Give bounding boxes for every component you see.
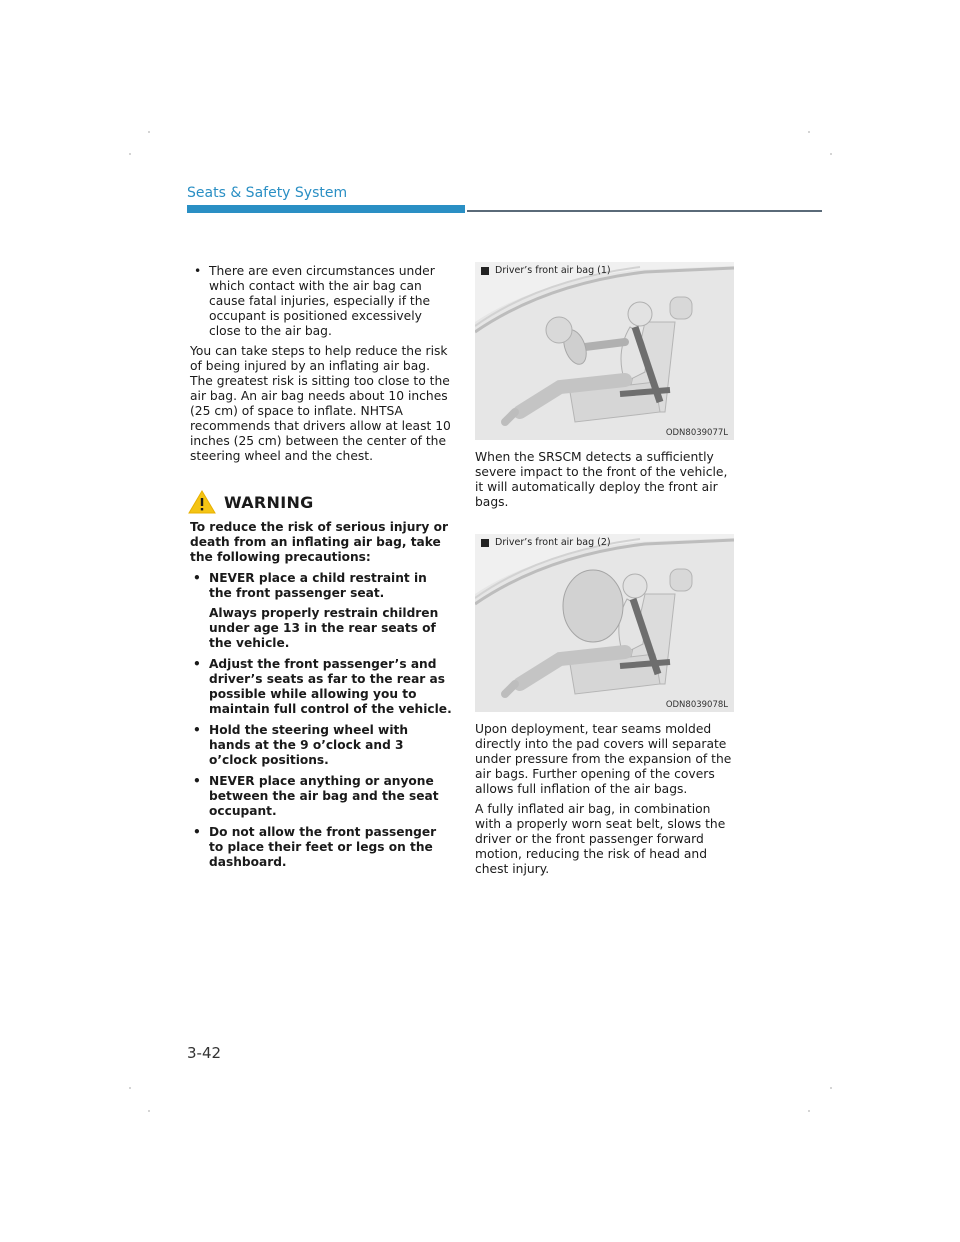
warning-intro: To reduce the risk of serious injury or death from an inflating air bag, take the following precautions: [190,520,448,564]
figure-caption [481,265,611,276]
intro-bullet [190,264,452,339]
warning-item [190,774,452,819]
figure-caption-text: Driver’s front air bag (1) [495,265,611,276]
page-number: 3-42 [187,1044,222,1062]
crop-mark [808,1110,810,1112]
square-bullet-icon [481,267,489,275]
warning-item-text: NEVER place anything or anyone between the air bag and the seat occupant. [209,774,439,818]
figure-code: ODN8039078L [665,700,728,710]
bullet-dot: • [193,571,201,585]
crop-mark [830,153,832,155]
bullet-dot: • [193,774,201,788]
body-paragraph: A fully inflated air bag, in combination with a properly worn seat belt, slows the driver or the front passenger forward motion, reducing the risk of head and chest injury. [475,802,726,876]
figure-code: ODN8039077L [665,428,728,438]
header-rule-accent [187,205,465,213]
warning-item-text: Adjust the front passenger’s and driver’s seats as far to the rear as possible while allowing you to maintain full control of the vehicle. [209,657,452,716]
right-column [475,262,737,877]
warning-item [190,657,452,717]
body-paragraph: You can take steps to help reduce the risk of being injured by an inflating air bag. The greatest risk is sitting too close to the air bag. An air bag needs about 10 inches (25 cm) of space to inflate. NHTSA recommends that drivers allow at least 10 inches (25 cm) between the center of the steering wheel and the chest. [190,344,451,463]
bullet-dot: • [194,264,202,278]
warning-item [190,571,452,651]
bullet-dot: • [193,825,201,839]
crop-mark [808,131,810,133]
warning-item-text: NEVER place a child restraint in the front passenger seat. [209,571,427,600]
warning-list [190,571,452,870]
warning-item-text: Hold the steering wheel with hands at the 9 o’clock and 3 o’clock positions. [209,723,408,767]
crop-mark [148,1110,150,1112]
body-paragraph: When the SRSCM detects a sufficiently severe impact to the front of the vehicle, it will automatically deploy the front air bags. [475,450,728,509]
body-paragraph: Upon deployment, tear seams molded directly into the pad covers will separate under pressure from the expansion of the air bags. Further opening of the covers allows full inflation of the air bags. [475,722,732,796]
header-rule [467,210,822,212]
warning-item-text: Do not allow the front passenger to place their feet or legs on the dashboard. [209,825,437,869]
airbag-illustration-2 [475,534,734,712]
crop-mark [129,153,131,155]
warning-item [190,825,452,870]
warning-item [190,723,452,768]
bullet-dot: • [193,657,201,671]
square-bullet-icon [481,539,489,547]
figure-airbag-1 [475,262,734,440]
left-column [190,264,452,876]
figure-caption [481,537,611,548]
warning-header [190,490,452,514]
intro-bullet-text: There are even circumstances under which contact with the air bag can cause fatal injuries, especially if the occupant is positioned excessively close to the air bag. [209,264,435,338]
crop-mark [129,1087,131,1089]
crop-mark [830,1087,832,1089]
crop-mark [148,131,150,133]
warning-title: WARNING [224,492,314,512]
figure-caption-text: Driver’s front air bag (2) [495,537,611,548]
warning-triangle-icon [188,490,216,514]
figure-airbag-2 [475,534,734,712]
bullet-dot: • [193,723,201,737]
warning-item-subtext: Always properly restrain children under age 13 in the rear seats of the vehicle. [209,606,439,650]
airbag-illustration-1 [475,262,734,440]
section-title: Seats & Safety System [187,185,348,201]
